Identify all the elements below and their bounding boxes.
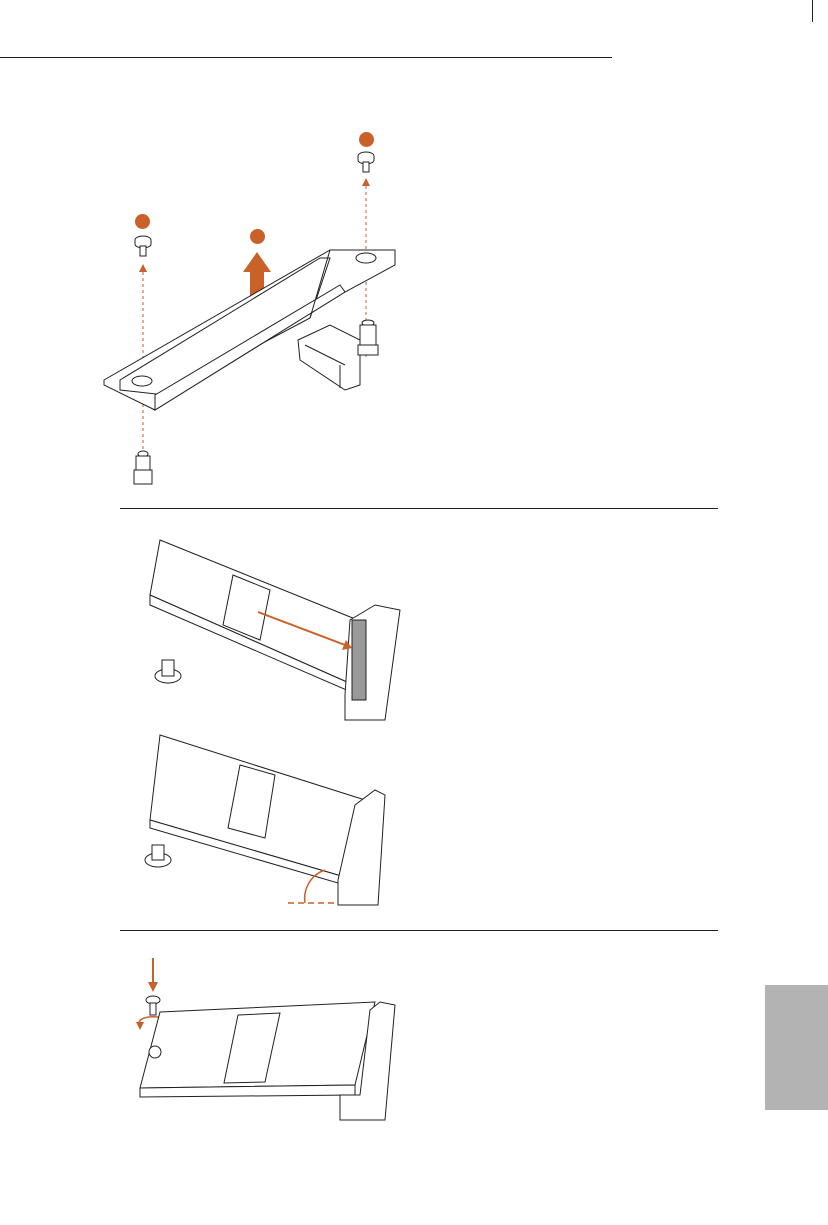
screw-icon: [146, 996, 160, 1015]
language-tab: [765, 985, 828, 1110]
m2-ssd-card-icon: [140, 1002, 375, 1097]
down-arrow-icon: [148, 958, 158, 992]
